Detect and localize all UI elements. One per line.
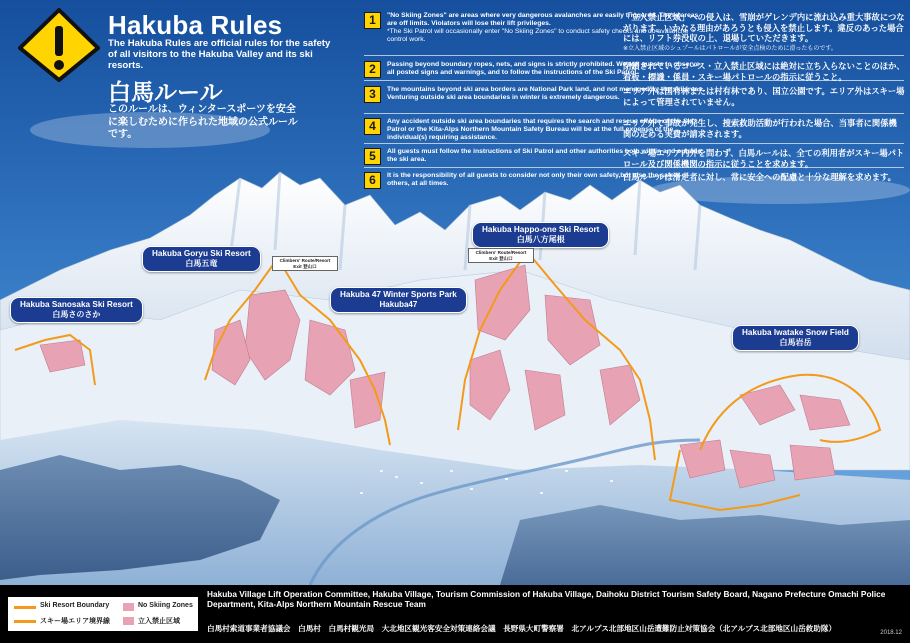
rule-number: 5 — [364, 148, 381, 165]
rule-2-jp: 閉鎖されているコース・立入禁止区域には絶対に立ち入らないことのほか、看板・標識・係員・スキー場パトロールの指示に従うこと。 — [623, 61, 905, 82]
climbers-route-sign-happo: Climbers' Route/Resort Exit 登山口 — [468, 248, 534, 263]
resort-label-iwatake: Hakuba Iwatake Snow Field 白馬岩岳 — [732, 325, 859, 351]
rule-text: All guests must follow the instructions of Ski Patrol and other authorities both within and outside the ski area. — [387, 148, 702, 163]
legend-noski-en: No Skiing Zones — [138, 602, 193, 609]
date-stamp: 2018.12 — [880, 630, 902, 636]
resort-label-goryu: Hakuba Goryu Ski Resort 白馬五竜 — [142, 246, 261, 272]
intro-text: The Hakuba Rules are official rules for the safety of all visitors to the Hakuba Valley and its ski resorts. — [108, 38, 331, 71]
rule-note: *The Ski Patrol will occasionally enter "No Skiing Zones" to conduct safety checks and do avalanche control work. — [387, 28, 689, 43]
no-skiing-swatch — [123, 603, 134, 611]
boundary-swatch — [14, 606, 36, 609]
page-title-jp: 白馬ルール — [108, 79, 223, 105]
divider — [364, 113, 904, 114]
rule-text: Any accident outside ski area boundaries that requires the search and rescue efforts of the Ski Patrol or the Kita-Alps Northern Mountain Safety Bureau will be at the full expense of the individual(s) requiring assistance. — [387, 118, 694, 141]
intro-text-jp: このルールは、ウィンタースポーツを安全に楽しむために作られた地域の公式ルールです。 — [108, 104, 298, 140]
rule-text: The mountains beyond ski area borders are National Park land, and not managed by the ski areas. Venturing outside ski area boundaries in winter is extremely dangerous. — [387, 86, 704, 101]
rule-number: 1 — [364, 12, 381, 29]
legend-boundary-en: Ski Resort Boundary — [40, 602, 110, 609]
footer — [0, 585, 910, 643]
page-title: Hakuba Rules — [108, 10, 283, 40]
legend-noski-jp: 立入禁止区域 — [138, 618, 180, 625]
rule-number: 2 — [364, 61, 381, 78]
climbers-route-sign-goryu: Climbers' Route/Resort Exit 登山口 — [272, 256, 338, 271]
organizations-jp: 白馬村索道事業者協議会 白馬村 白馬村観光局 大北地区観光客安全対策連絡会議 長野県大町警察署 北アルプス北部地区山岳遭難防止対策協会（北アルプス北部地区山岳救助隊） — [207, 624, 837, 633]
rule-6-jp: 白馬ルールは滑走者に対し、常に安全への配慮と十分な理解を求めます。 — [623, 172, 896, 182]
divider — [364, 143, 904, 144]
rule-note-jp: ※立入禁止区域のシュプールはパトロールが安全点検のために滑ったものです。 — [623, 45, 837, 52]
rule-text: It is the responsibility of all guests to consider not only their own safety,but also the safety of others, at all times. — [387, 172, 689, 187]
organizations-en: Hakuba Village Lift Operation Committee, Hakuba Village, Tourism Commission of Hakuba Village, Daihoku District Tourism Safety Board, Nagano Prefecture Omachi Police Department, Kita-Alps Northern Mountain Rescue Team — [207, 589, 886, 610]
resort-label-hakuba47: Hakuba 47 Winter Sports Park Hakuba47 — [330, 287, 467, 313]
rule-number: 3 — [364, 86, 381, 103]
rule-1-jp: 「立入禁止区域」への侵入は、雪崩がゲレンデ内に流れ込み重大事故につながります。いかなる理由があろうとも侵入を禁止します。違反のあった場合には、リフト券没収の上、退場していただきます。 ※立入禁止区域のシュプールはパトロールが安全点検のために滑ったものです。 — [623, 12, 905, 54]
rule-4-jp: エリア外で事故が発生し、捜索救助活動が行われた場合、当事者に関係機関の定める実費が請求されます。 — [623, 118, 897, 139]
warning-sign-icon — [18, 8, 100, 82]
resort-label-happo-one: Hakuba Happo-one Ski Resort 白馬八方尾根 — [472, 222, 609, 248]
resort-label-sanosaka: Hakuba Sanosaka Ski Resort 白馬さのさか — [10, 297, 143, 323]
no-skiing-swatch — [123, 617, 134, 625]
boundary-swatch — [14, 620, 36, 623]
rule-number: 4 — [364, 118, 381, 135]
rule-text: "No Skiing Zones" are areas where very dangerous avalanches are easily triggered. These areas are off limits. Violators will lose their lift privileges. *The Ski Patrol will occasionally enter "No Skiing Zones" to conduct safety checks and do avalanche control work. — [387, 12, 704, 44]
divider — [364, 55, 904, 56]
legend-boundary-jp: スキー場エリア境界線 — [40, 618, 110, 625]
rule-5-jp: スキー場エリア内外を問わず、白馬ルールは、全ての利用者がスキー場パトロール及び関係機関の指示に従うことを求めます。 — [623, 148, 905, 169]
rule-3-jp: エリア外は国有林または村有林であり、国立公園です。エリア外はスキー場によって管理されていません。 — [623, 86, 905, 107]
rule-number: 6 — [364, 172, 381, 189]
map-legend — [8, 597, 198, 631]
rule-text: Passing beyond boundary ropes, nets, and signs is strictly prohibited. We ask guests to observe all posted signs and warnings, and to follow the instructions of the Ski Patrol. — [387, 61, 700, 76]
